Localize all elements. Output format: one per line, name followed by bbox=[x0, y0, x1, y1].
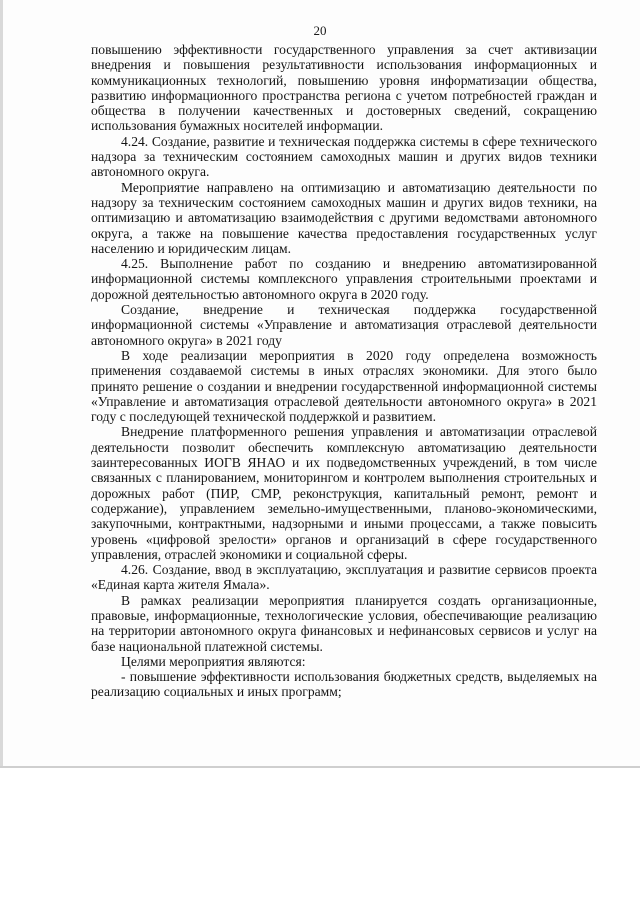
scan-bottom-edge bbox=[0, 766, 640, 768]
paragraph: Целями мероприятия являются: bbox=[121, 653, 306, 669]
paragraph-4-24-heading: 4.24. Создание, развитие и техническая поддержка системы в сфере технического надзора за техническим состоянием самоходных машин и других видов техники автономного округа. bbox=[91, 133, 597, 180]
scan-left-edge bbox=[0, 0, 3, 768]
paragraph: Мероприятие направлено на оптимизацию и автоматизацию деятельности по надзору за техническим состоянием самоходных машин и других видов техники, на оптимизацию и автоматизацию взаимодействия с другими ведомствами автономного округа, а также на повышение качества предоставления государственных услуг населению и юридическим лицам. bbox=[91, 179, 597, 256]
list-item: - повышение эффективности использования бюджетных средств, выделяемых на реализацию социальных и иных программ; bbox=[91, 669, 597, 700]
paragraph: В рамках реализации мероприятия планируется создать организационные, правовые, информационные, технологические условия, обеспечивающие реализацию на территории автономного округа финансовых и нефинансовых сервисов и услуг на базе национальной платежной системы. bbox=[91, 592, 597, 654]
page-number: 20 bbox=[313, 23, 327, 38]
paragraph: В ходе реализации мероприятия в 2020 году определена возможность применения создаваемой системы в иных отраслях экономики. Для этого было принято решение о создании и внедрении государственной информационной системы «Управление и автоматизация отраслевой деятельности автономного округа» в 2021 году с последующей технической поддержкой и развитием. bbox=[91, 347, 597, 425]
document-body bbox=[91, 42, 597, 700]
paragraph-4-25-heading: 4.25. Выполнение работ по созданию и внедрению автоматизированной информационной системы комплексного управления строительными проектами и дорожной деятельностью автономного округа в 2020 году. bbox=[91, 256, 597, 302]
paragraph: Внедрение платформенного решения управления и автоматизации отраслевой деятельности позволит обеспечить комплексную автоматизацию деятельности заинтересованных ИОГВ ЯНАО и их подведомственных учреждений, в том числе связанных с планированием, мониторингом и контролем выполнения строительных и дорожных работ (ПИР, СМР, реконструкция, капитальный ремонт, ремонт и содержание), управлением земельно-имущественными, планово-экономическими, закупочными, контрактными, надзорными и иными процессами, а также повысить уровень «цифровой зрелости» органов и организаций в сфере государственного управления, отраслей экономики и социальной сферы. bbox=[91, 424, 597, 562]
paragraph-4-26-heading: 4.26. Создание, ввод в эксплуатацию, эксплуатация и развитие сервисов проекта «Единая карта жителя Ямала». bbox=[91, 562, 597, 593]
paragraph: Создание, внедрение и техническая поддержка государственной информационной системы «Управление и автоматизация отраслевой деятельности автономного округа» в 2021 году bbox=[91, 302, 597, 348]
paragraph: повышению эффективности государственного управления за счет активизации внедрения и повышения результативности использования информационных и коммуникационных технологий, повышению уровня информатизации общества, развитию информационного пространства региона с учетом потребностей граждан и общества в получении качественных и достоверных сведений, сокращению использования бумажных носителей информации. bbox=[91, 42, 597, 134]
